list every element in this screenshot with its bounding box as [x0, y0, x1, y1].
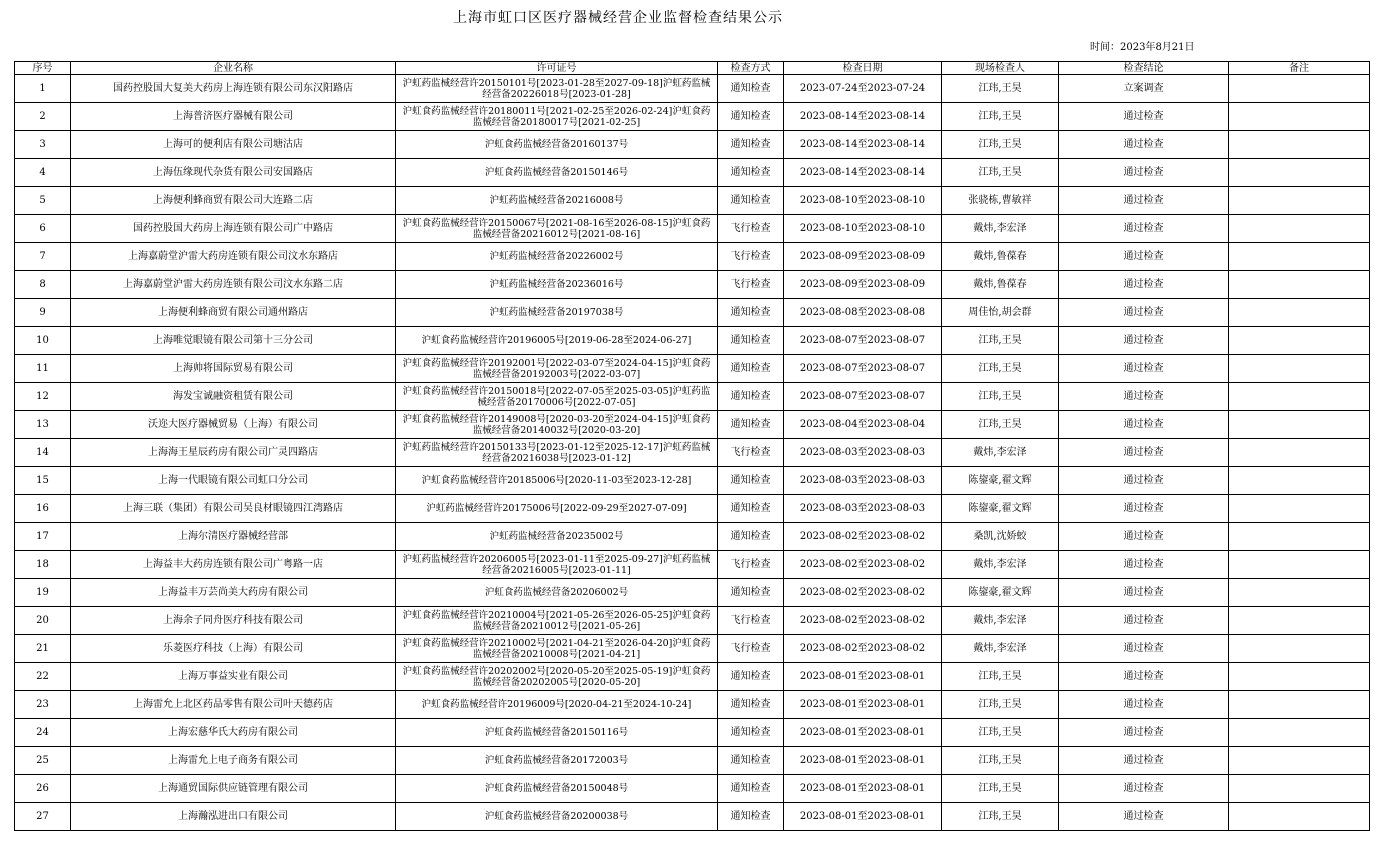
table-row: [15, 523, 1370, 551]
cell-license: 沪虹食药监械经营许20150067号[2021-08-16至2026-08-15]沪虹食药监械经营备20216012号[2021-08-16]: [396, 215, 718, 243]
table-row: [15, 467, 1370, 495]
cell-company: 上海嘉蔚堂沪雷大药房连锁有限公司汶水东路二店: [71, 271, 396, 299]
page-title: 上海市虹口区医疗器械经营企业监督检查结果公示: [453, 10, 783, 26]
cell-result: 通过检查: [1059, 607, 1229, 635]
cell-result: 通过检查: [1059, 523, 1229, 551]
cell-result: 通过检查: [1059, 635, 1229, 663]
cell-license: 沪虹药监械经营备20216008号: [396, 187, 718, 215]
cell-date: 2023-08-01至2023-08-01: [784, 663, 942, 691]
cell-date: 2023-08-07至2023-08-07: [784, 327, 942, 355]
cell-method: 飞行检查: [718, 635, 784, 663]
table-header-row: [15, 62, 1370, 75]
cell-date: 2023-08-03至2023-08-03: [784, 495, 942, 523]
cell-license: 沪虹食药监械经营备20172003号: [396, 747, 718, 775]
cell-no: 13: [15, 411, 71, 439]
cell-license: 沪虹食药监械经营许20196009号[2020-04-21至2024-10-24]: [396, 691, 718, 719]
column-header-no: 序号: [15, 62, 71, 75]
cell-inspectors: 江玮,王昊: [942, 355, 1059, 383]
cell-inspectors: 陈鋆豪,翟文辉: [942, 579, 1059, 607]
cell-method: 通知检查: [718, 691, 784, 719]
cell-date: 2023-08-02至2023-08-02: [784, 635, 942, 663]
cell-inspectors: 江玮,王昊: [942, 159, 1059, 187]
cell-method: 飞行检查: [718, 607, 784, 635]
cell-inspectors: 江玮,王昊: [942, 691, 1059, 719]
table-row: [15, 607, 1370, 635]
cell-remark: [1229, 355, 1370, 383]
cell-company: 上海余子同舟医疗科技有限公司: [71, 607, 396, 635]
cell-method: 通知检查: [718, 299, 784, 327]
cell-remark: [1229, 579, 1370, 607]
cell-result: 通过检查: [1059, 467, 1229, 495]
cell-inspectors: 江玮,王昊: [942, 383, 1059, 411]
cell-company: 上海三联（集团）有限公司吴良材眼镜四江湾路店: [71, 495, 396, 523]
cell-remark: [1229, 159, 1370, 187]
publish-date: 时间：2023年8月21日: [1090, 42, 1195, 53]
cell-inspectors: 江玮,王昊: [942, 411, 1059, 439]
table-row: [15, 159, 1370, 187]
cell-remark: [1229, 747, 1370, 775]
cell-no: 1: [15, 75, 71, 103]
cell-date: 2023-08-10至2023-08-10: [784, 215, 942, 243]
cell-inspectors: 戴炜,李宏泽: [942, 551, 1059, 579]
cell-company: 乐菱医疗科技（上海）有限公司: [71, 635, 396, 663]
cell-no: 10: [15, 327, 71, 355]
cell-date: 2023-08-14至2023-08-14: [784, 159, 942, 187]
cell-no: 24: [15, 719, 71, 747]
cell-remark: [1229, 131, 1370, 159]
cell-no: 3: [15, 131, 71, 159]
cell-license: 沪虹食药监械经营备20160137号: [396, 131, 718, 159]
cell-date: 2023-08-02至2023-08-02: [784, 579, 942, 607]
cell-company: 上海嘉蔚堂沪雷大药房连锁有限公司汶水东路店: [71, 243, 396, 271]
cell-date: 2023-08-02至2023-08-02: [784, 607, 942, 635]
cell-result: 通过检查: [1059, 243, 1229, 271]
cell-license: 沪虹药监械经营备20226002号: [396, 243, 718, 271]
cell-result: 通过检查: [1059, 719, 1229, 747]
cell-license: 沪虹药监械经营许20175006号[2022-09-29至2027-07-09]: [396, 495, 718, 523]
cell-remark: [1229, 271, 1370, 299]
cell-license: 沪虹药监械经营备20236016号: [396, 271, 718, 299]
cell-remark: [1229, 663, 1370, 691]
cell-license: 沪虹食药监械经营许20192001号[2022-03-07至2024-04-15]沪虹食药监械经营备20192003号[2022-03-07]: [396, 355, 718, 383]
cell-date: 2023-08-09至2023-08-09: [784, 243, 942, 271]
table-row: [15, 803, 1370, 831]
cell-date: 2023-08-01至2023-08-01: [784, 719, 942, 747]
cell-company: 上海宏慈华氏大药房有限公司: [71, 719, 396, 747]
cell-method: 通知检查: [718, 75, 784, 103]
column-header-inspectors: 现场检查人: [942, 62, 1059, 75]
table-row: [15, 299, 1370, 327]
cell-remark: [1229, 607, 1370, 635]
cell-company: 上海益丰万芸尚美大药房有限公司: [71, 579, 396, 607]
table-row: [15, 747, 1370, 775]
cell-date: 2023-08-04至2023-08-04: [784, 411, 942, 439]
table-body: [15, 75, 1370, 831]
cell-license: 沪虹食药监械经营备20150146号: [396, 159, 718, 187]
cell-inspectors: 周佳怡,胡会群: [942, 299, 1059, 327]
cell-no: 2: [15, 103, 71, 131]
cell-no: 25: [15, 747, 71, 775]
cell-company: 上海瀚泓进出口有限公司: [71, 803, 396, 831]
cell-remark: [1229, 495, 1370, 523]
table-row: [15, 383, 1370, 411]
cell-company: 海发宝诚融资租赁有限公司: [71, 383, 396, 411]
cell-company: 上海雷允上北区药品零售有限公司叶天德药店: [71, 691, 396, 719]
cell-inspectors: 江玮,王昊: [942, 663, 1059, 691]
cell-date: 2023-08-03至2023-08-03: [784, 439, 942, 467]
cell-method: 飞行检查: [718, 215, 784, 243]
cell-company: 上海帅将国际贸易有限公司: [71, 355, 396, 383]
cell-no: 5: [15, 187, 71, 215]
cell-no: 6: [15, 215, 71, 243]
cell-company: 国药控股国大复美大药房上海连锁有限公司东汉阳路店: [71, 75, 396, 103]
cell-remark: [1229, 383, 1370, 411]
table-row: [15, 243, 1370, 271]
cell-company: 上海便利蜂商贸有限公司大连路二店: [71, 187, 396, 215]
cell-no: 9: [15, 299, 71, 327]
cell-result: 通过检查: [1059, 131, 1229, 159]
table-row: [15, 131, 1370, 159]
cell-method: 通知检查: [718, 383, 784, 411]
cell-inspectors: 张骁栋,曹敏祥: [942, 187, 1059, 215]
cell-license: 沪虹食药监械经营许20150018号[2022-07-05至2025-03-05]沪虹药监械经营备20170006号[2022-07-05]: [396, 383, 718, 411]
cell-no: 7: [15, 243, 71, 271]
cell-no: 11: [15, 355, 71, 383]
cell-date: 2023-08-09至2023-08-09: [784, 271, 942, 299]
cell-inspectors: 戴炜,鲁葆春: [942, 271, 1059, 299]
cell-method: 通知检查: [718, 663, 784, 691]
cell-result: 通过检查: [1059, 187, 1229, 215]
cell-remark: [1229, 215, 1370, 243]
table-row: [15, 411, 1370, 439]
cell-license: 沪虹药监械经营许20206005号[2023-01-11至2025-09-27]沪虹药监械经营备20216005号[2023-01-11]: [396, 551, 718, 579]
cell-result: 通过检查: [1059, 159, 1229, 187]
cell-no: 18: [15, 551, 71, 579]
column-header-result: 检查结论: [1059, 62, 1229, 75]
cell-company: 上海海王星辰药房有限公司广灵四路店: [71, 439, 396, 467]
table-row: [15, 635, 1370, 663]
cell-method: 通知检查: [718, 747, 784, 775]
cell-result: 通过检查: [1059, 775, 1229, 803]
cell-result: 通过检查: [1059, 579, 1229, 607]
cell-remark: [1229, 635, 1370, 663]
cell-date: 2023-08-07至2023-08-07: [784, 383, 942, 411]
cell-company: 上海通贸国际供应链管理有限公司: [71, 775, 396, 803]
cell-remark: [1229, 299, 1370, 327]
cell-no: 15: [15, 467, 71, 495]
cell-remark: [1229, 775, 1370, 803]
table-row: [15, 775, 1370, 803]
cell-method: 通知检查: [718, 411, 784, 439]
cell-result: 通过检查: [1059, 383, 1229, 411]
cell-date: 2023-08-07至2023-08-07: [784, 355, 942, 383]
cell-date: 2023-08-01至2023-08-01: [784, 803, 942, 831]
cell-no: 19: [15, 579, 71, 607]
cell-date: 2023-08-08至2023-08-08: [784, 299, 942, 327]
cell-method: 通知检查: [718, 327, 784, 355]
cell-method: 通知检查: [718, 131, 784, 159]
cell-result: 通过检查: [1059, 439, 1229, 467]
cell-no: 14: [15, 439, 71, 467]
cell-license: 沪虹食药监械经营许20196005号[2019-06-28至2024-06-27]: [396, 327, 718, 355]
column-header-license: 许可证号: [396, 62, 718, 75]
cell-date: 2023-07-24至2023-07-24: [784, 75, 942, 103]
cell-no: 23: [15, 691, 71, 719]
cell-result: 通过检查: [1059, 495, 1229, 523]
cell-inspectors: 桑凯,沈娇蛟: [942, 523, 1059, 551]
cell-company: 上海万事益实业有限公司: [71, 663, 396, 691]
cell-license: 沪虹药监械经营备20197038号: [396, 299, 718, 327]
cell-inspectors: 戴炜,李宏泽: [942, 635, 1059, 663]
cell-remark: [1229, 243, 1370, 271]
table-row: [15, 75, 1370, 103]
table-row: [15, 719, 1370, 747]
cell-remark: [1229, 327, 1370, 355]
cell-license: 沪虹食药监械经营备20150048号: [396, 775, 718, 803]
table-row: [15, 187, 1370, 215]
table-row: [15, 327, 1370, 355]
cell-result: 通过检查: [1059, 663, 1229, 691]
table-row: [15, 271, 1370, 299]
cell-company: 沃迩大医疗器械贸易（上海）有限公司: [71, 411, 396, 439]
cell-inspectors: 江玮,王昊: [942, 131, 1059, 159]
table-row: [15, 439, 1370, 467]
cell-date: 2023-08-14至2023-08-14: [784, 103, 942, 131]
table-row: [15, 103, 1370, 131]
cell-no: 27: [15, 803, 71, 831]
cell-inspectors: 江玮,王昊: [942, 719, 1059, 747]
column-header-date: 检查日期: [784, 62, 942, 75]
cell-no: 17: [15, 523, 71, 551]
cell-result: 通过检查: [1059, 355, 1229, 383]
cell-license: 沪虹药监械经营许20150101号[2023-01-28至2027-09-18]沪虹药监械经营备20226018号[2023-01-28]: [396, 75, 718, 103]
table-row: [15, 215, 1370, 243]
cell-result: 通过检查: [1059, 271, 1229, 299]
cell-remark: [1229, 551, 1370, 579]
cell-result: 通过检查: [1059, 803, 1229, 831]
cell-method: 通知检查: [718, 467, 784, 495]
cell-inspectors: 江玮,王昊: [942, 803, 1059, 831]
cell-remark: [1229, 719, 1370, 747]
cell-inspectors: 江玮,王昊: [942, 327, 1059, 355]
cell-license: 沪虹药监械经营许20150133号[2023-01-12至2025-12-17]沪虹药监械经营备20216038号[2023-01-12]: [396, 439, 718, 467]
cell-method: 通知检查: [718, 355, 784, 383]
table-row: [15, 663, 1370, 691]
cell-no: 26: [15, 775, 71, 803]
cell-remark: [1229, 467, 1370, 495]
cell-inspectors: 戴炜,李宏泽: [942, 607, 1059, 635]
cell-result: 通过检查: [1059, 327, 1229, 355]
cell-method: 通知检查: [718, 159, 784, 187]
cell-company: 上海伍缘现代杂货有限公司安国路店: [71, 159, 396, 187]
table-row: [15, 551, 1370, 579]
table-row: [15, 355, 1370, 383]
cell-method: 通知检查: [718, 523, 784, 551]
cell-date: 2023-08-01至2023-08-01: [784, 691, 942, 719]
table-row: [15, 691, 1370, 719]
cell-method: 通知检查: [718, 579, 784, 607]
cell-method: 飞行检查: [718, 439, 784, 467]
cell-company: 上海一代眼镜有限公司虹口分公司: [71, 467, 396, 495]
cell-inspectors: 陈鋆豪,翟文辉: [942, 467, 1059, 495]
cell-remark: [1229, 523, 1370, 551]
cell-method: 通知检查: [718, 103, 784, 131]
cell-result: 通过检查: [1059, 551, 1229, 579]
cell-company: 上海尔清医疗器械经营部: [71, 523, 396, 551]
cell-company: 上海唯觉眼镜有限公司第十三分公司: [71, 327, 396, 355]
cell-result: 通过检查: [1059, 411, 1229, 439]
cell-inspectors: 戴炜,李宏泽: [942, 439, 1059, 467]
cell-no: 20: [15, 607, 71, 635]
cell-method: 通知检查: [718, 187, 784, 215]
cell-remark: [1229, 803, 1370, 831]
cell-license: 沪虹食药监械经营许20149008号[2020-03-20至2024-04-15]沪虹食药监械经营备20140032号[2020-03-20]: [396, 411, 718, 439]
cell-license: 沪虹食药监械经营许20185006号[2020-11-03至2023-12-28]: [396, 467, 718, 495]
cell-company: 上海便利蜂商贸有限公司通州路店: [71, 299, 396, 327]
cell-date: 2023-08-10至2023-08-10: [784, 187, 942, 215]
cell-no: 21: [15, 635, 71, 663]
cell-date: 2023-08-14至2023-08-14: [784, 131, 942, 159]
cell-date: 2023-08-01至2023-08-01: [784, 775, 942, 803]
cell-company: 上海雷允上电子商务有限公司: [71, 747, 396, 775]
table-row: [15, 495, 1370, 523]
cell-method: 飞行检查: [718, 551, 784, 579]
cell-license: 沪虹食药监械经营许20210004号[2021-05-26至2026-05-25]沪虹食药监械经营备20210012号[2021-05-26]: [396, 607, 718, 635]
cell-method: 飞行检查: [718, 243, 784, 271]
cell-company: 上海可的便利店有限公司塘沽店: [71, 131, 396, 159]
cell-remark: [1229, 439, 1370, 467]
cell-inspectors: 戴炜,鲁葆春: [942, 243, 1059, 271]
cell-remark: [1229, 75, 1370, 103]
column-header-method: 检查方式: [718, 62, 784, 75]
cell-date: 2023-08-03至2023-08-03: [784, 467, 942, 495]
cell-inspectors: 陈鋆豪,翟文辉: [942, 495, 1059, 523]
cell-license: 沪虹食药监械经营许20210002号[2021-04-21至2026-04-20]沪虹食药监械经营备20210008号[2021-04-21]: [396, 635, 718, 663]
cell-date: 2023-08-01至2023-08-01: [784, 747, 942, 775]
inspection-results-table: [14, 61, 1370, 831]
cell-result: 立案调查: [1059, 75, 1229, 103]
cell-result: 通过检查: [1059, 747, 1229, 775]
cell-company: 国药控股国大药房上海连锁有限公司广中路店: [71, 215, 396, 243]
cell-result: 通过检查: [1059, 691, 1229, 719]
cell-method: 通知检查: [718, 803, 784, 831]
cell-remark: [1229, 691, 1370, 719]
cell-inspectors: 戴炜,李宏泽: [942, 215, 1059, 243]
cell-method: 通知检查: [718, 719, 784, 747]
cell-inspectors: 江玮,王昊: [942, 775, 1059, 803]
cell-no: 8: [15, 271, 71, 299]
cell-remark: [1229, 187, 1370, 215]
table-row: [15, 579, 1370, 607]
cell-license: 沪虹食药监械经营备20200038号: [396, 803, 718, 831]
cell-company: 上海益丰大药房连锁有限公司广粤路一店: [71, 551, 396, 579]
cell-no: 12: [15, 383, 71, 411]
cell-license: 沪虹药监械经营备20235002号: [396, 523, 718, 551]
cell-date: 2023-08-02至2023-08-02: [784, 551, 942, 579]
cell-remark: [1229, 103, 1370, 131]
cell-date: 2023-08-02至2023-08-02: [784, 523, 942, 551]
cell-inspectors: 江玮,王昊: [942, 75, 1059, 103]
cell-no: 22: [15, 663, 71, 691]
cell-result: 通过检查: [1059, 103, 1229, 131]
cell-method: 飞行检查: [718, 271, 784, 299]
cell-no: 16: [15, 495, 71, 523]
cell-inspectors: 江玮,王昊: [942, 747, 1059, 775]
cell-company: 上海普济医疗器械有限公司: [71, 103, 396, 131]
cell-license: 沪虹食药监械经营备20206002号: [396, 579, 718, 607]
cell-result: 通过检查: [1059, 215, 1229, 243]
cell-method: 通知检查: [718, 495, 784, 523]
cell-no: 4: [15, 159, 71, 187]
cell-remark: [1229, 411, 1370, 439]
cell-license: 沪虹食药监械经营许20202002号[2020-05-20至2025-05-19]沪虹食药监械经营备20202005号[2020-05-20]: [396, 663, 718, 691]
cell-inspectors: 江玮,王昊: [942, 103, 1059, 131]
column-header-remark: 备注: [1229, 62, 1370, 75]
cell-result: 通过检查: [1059, 299, 1229, 327]
column-header-company: 企业名称: [71, 62, 396, 75]
cell-method: 通知检查: [718, 775, 784, 803]
cell-license: 沪虹食药监械经营备20150116号: [396, 719, 718, 747]
cell-license: 沪虹食药监械经营许20180011号[2021-02-25至2026-02-24]沪虹食药监械经营备20180017号[2021-02-25]: [396, 103, 718, 131]
